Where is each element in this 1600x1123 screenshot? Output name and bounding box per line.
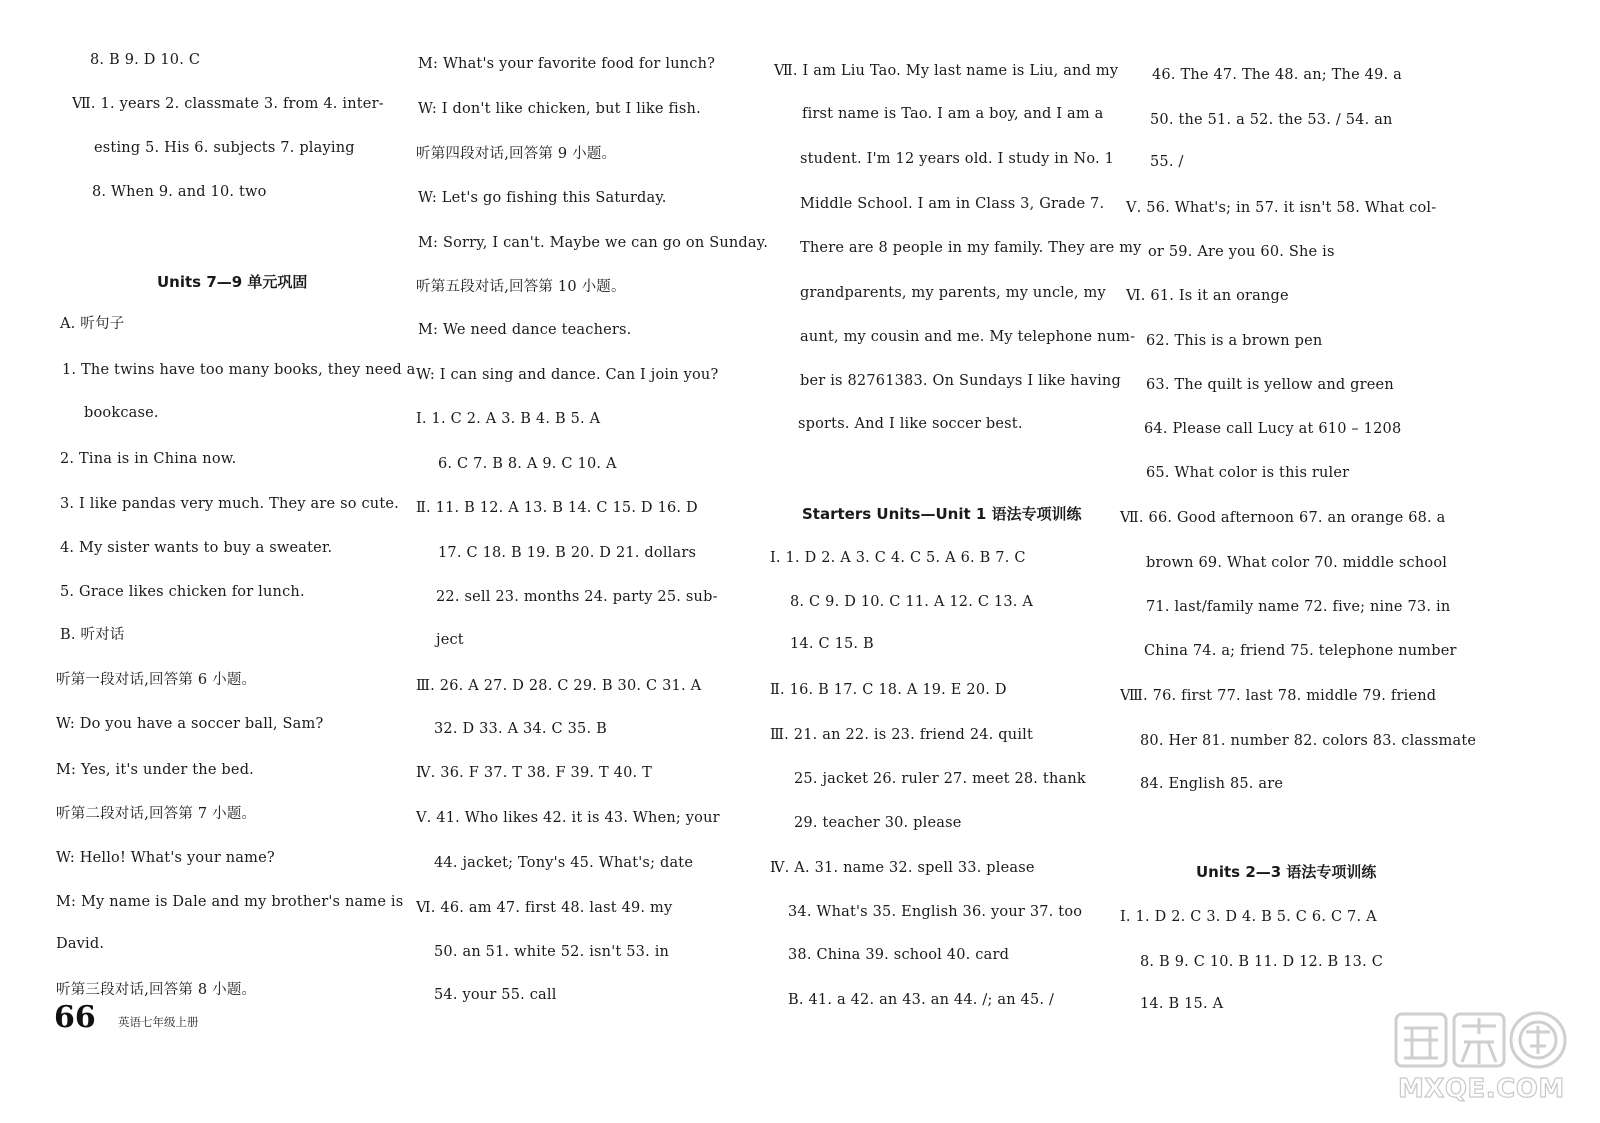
answer-line: 63. The quilt is yellow and green [1146,377,1394,393]
answer-line: Ⅵ. 46. am 47. first 48. last 49. my [416,900,673,916]
answer-line: Ⅰ. 1. C 2. A 3. B 4. B 5. A [416,411,601,427]
answer-line: 25. jacket 26. ruler 27. meet 28. thank [794,771,1086,787]
answer-line: Ⅳ. A. 31. name 32. spell 33. please [770,860,1035,876]
answer-line: W: Do you have a soccer ball, Sam? [56,716,324,732]
answer-line: 8. B 9. C 10. B 11. D 12. B 13. C [1140,954,1383,970]
answer-line: ject [436,632,464,648]
answer-line: 64. Please call Lucy at 610 – 1208 [1144,421,1402,437]
answer-line: Ⅱ. 16. B 17. C 18. A 19. E 20. D [770,682,1007,698]
page-number: 66 [54,1000,96,1035]
answer-line: 65. What color is this ruler [1146,465,1350,481]
answer-line: 8. C 9. D 10. C 11. A 12. C 13. A [790,594,1034,610]
answer-line: 32. D 33. A 34. C 35. B [434,721,607,737]
answer-line: esting 5. His 6. subjects 7. playing [94,140,355,156]
answer-line: Ⅷ. 76. first 77. last 78. middle 79. friend [1120,688,1437,704]
answer-line: A. 听句子 [60,316,125,332]
answer-line: 46. The 47. The 48. an; The 49. a [1152,67,1402,83]
answer-line: 6. C 7. B 8. A 9. C 10. A [438,456,617,472]
answer-line: 听第二段对话,回答第 7 小题。 [56,806,257,822]
answer-line: 3. I like pandas very much. They are so cute. [60,496,399,512]
section-heading: Units 2—3 语法专项训练 [1196,863,1377,881]
answer-line: W: Let's go fishing this Saturday. [418,190,667,206]
answer-line: first name is Tao. I am a boy, and I am a [802,106,1104,122]
book-title-footer: 英语七年级上册 [118,1015,199,1029]
answer-line: 14. B 15. A [1140,996,1224,1012]
answer-line: 听第四段对话,回答第 9 小题。 [416,146,617,162]
answer-line: 80. Her 81. number 82. colors 83. classmate [1140,733,1477,749]
column-4 [1120,0,1477,1123]
answer-line: 50. an 51. white 52. isn't 53. in [434,944,670,960]
answer-line: China 74. a; friend 75. telephone number [1144,643,1457,659]
answer-line: M: What's your favorite food for lunch? [418,56,716,72]
answer-line: M: Sorry, I can't. Maybe we can go on Sunday. [418,235,769,251]
answer-line: 17. C 18. B 19. B 20. D 21. dollars [438,545,697,561]
answer-line: Ⅰ. 1. D 2. A 3. C 4. C 5. A 6. B 7. C [770,550,1026,566]
column-1 [56,0,416,1123]
answer-line: or 59. Are you 60. She is [1148,244,1335,260]
answer-line: 55. / [1150,154,1184,170]
answer-line: brown 69. What color 70. middle school [1146,555,1448,571]
answer-line: grandparents, my parents, my uncle, my [800,285,1106,301]
answer-line: bookcase. [84,405,159,421]
answer-line: 71. last/family name 72. five; nine 73. in [1146,599,1451,615]
answer-line: 8. When 9. and 10. two [92,184,267,200]
answer-line: 2. Tina is in China now. [60,451,237,467]
answer-line: 38. China 39. school 40. card [788,947,1010,963]
answer-line: Ⅳ. 36. F 37. T 38. F 39. T 40. T [416,765,653,781]
answer-line: sports. And I like soccer best. [798,416,1023,432]
watermark [1390,1006,1570,1116]
answer-line: W: I can sing and dance. Can I join you? [416,367,719,383]
answer-line: M: Yes, it's under the bed. [56,762,254,778]
section-heading: Units 7—9 单元巩固 [157,273,308,291]
answer-line: There are 8 people in my family. They are my [800,240,1142,256]
answer-site-logo-icon [1390,1006,1570,1076]
answer-line: 1. The twins have too many books, they need a [62,362,416,378]
answer-line: ber is 82761383. On Sundays I like having [800,373,1121,389]
answer-line: 听第三段对话,回答第 8 小题。 [56,982,257,998]
answer-line: 5. Grace likes chicken for lunch. [60,584,305,600]
section-heading: Starters Units—Unit 1 语法专项训练 [802,505,1082,523]
answer-line: Ⅴ. 41. Who likes 42. it is 43. When; your [416,810,720,826]
answer-line: Ⅰ. 1. D 2. C 3. D 4. B 5. C 6. C 7. A [1120,909,1377,925]
answer-line: Ⅵ. 61. Is it an orange [1126,288,1289,304]
answer-line: 4. My sister wants to buy a sweater. [60,540,333,556]
answer-line: M: We need dance teachers. [418,322,632,338]
answer-line: 84. English 85. are [1140,776,1284,792]
answer-line: M: My name is Dale and my brother's name is [56,894,404,910]
answer-line: student. I'm 12 years old. I study in No. 1 [800,151,1115,167]
answer-line: Middle School. I am in Class 3, Grade 7. [800,196,1105,212]
answer-line: 29. teacher 30. please [794,815,962,831]
answer-line: 34. What's 35. English 36. your 37. too [788,904,1083,920]
answer-line: Ⅱ. 11. B 12. A 13. B 14. C 15. D 16. D [416,500,698,516]
column-3 [770,0,1142,1123]
answer-line: 8. B 9. D 10. C [90,52,201,68]
watermark-url: MXQE.COM [1398,1074,1565,1104]
answer-line: 听第一段对话,回答第 6 小题。 [56,672,257,688]
answer-line: 54. your 55. call [434,987,557,1003]
answer-line: aunt, my cousin and me. My telephone num- [800,329,1136,345]
answer-line: 62. This is a brown pen [1146,333,1323,349]
answer-line: B. 听对话 [60,627,125,643]
answer-line: Ⅶ. 66. Good afternoon 67. an orange 68. a [1120,510,1446,526]
answer-line: David. [56,936,105,952]
answer-line: Ⅶ. 1. years 2. classmate 3. from 4. inter- [72,96,384,112]
answer-line: Ⅶ. I am Liu Tao. My last name is Liu, and my [774,63,1119,79]
answer-line: Ⅴ. 56. What's; in 57. it isn't 58. What col- [1126,200,1437,216]
answer-line: 14. C 15. B [790,636,874,652]
answer-line: W: Hello! What's your name? [56,850,275,866]
answer-line: 听第五段对话,回答第 10 小题。 [416,279,626,295]
column-2 [416,0,769,1123]
answer-line: 22. sell 23. months 24. party 25. sub- [436,589,718,605]
answer-line: Ⅲ. 26. A 27. D 28. C 29. B 30. C 31. A [416,678,702,694]
answer-line: W: I don't like chicken, but I like fish. [418,101,701,117]
answer-line: Ⅲ. 21. an 22. is 23. friend 24. quilt [770,727,1034,743]
answer-line: 50. the 51. a 52. the 53. / 54. an [1150,112,1393,128]
answer-line: 44. jacket; Tony's 45. What's; date [434,855,694,871]
answer-line: B. 41. a 42. an 43. an 44. /; an 45. / [788,992,1055,1008]
